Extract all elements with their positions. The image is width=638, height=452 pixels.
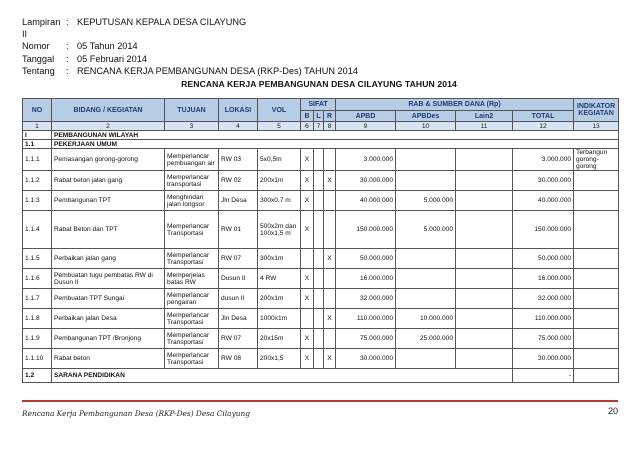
column-number: 6 xyxy=(301,122,314,131)
row-number: 1.1.8 xyxy=(23,309,52,329)
activity-cell: Perbaikan jalan Desa xyxy=(52,309,165,329)
sifat-l-cell xyxy=(314,211,324,249)
volume-cell: 300x1m xyxy=(258,249,301,269)
location-cell: RW 07 xyxy=(219,249,258,269)
apbd-cell: 50.000.000 xyxy=(336,249,396,269)
activity-cell: Rabat Beton dan TPT xyxy=(52,211,165,249)
total-cell: 110.000.000 xyxy=(513,309,574,329)
subsection-label: PEKERJAAN UMUM xyxy=(52,140,619,149)
sifat-r-cell xyxy=(324,149,336,171)
purpose-cell: Memperlancar pembuangan air xyxy=(165,149,219,171)
table-row xyxy=(23,191,619,211)
sifat-l-cell xyxy=(314,269,324,289)
row-number: 1.1.9 xyxy=(23,329,52,349)
subsection-label: SARANA PENDIDIKAN xyxy=(52,369,513,383)
apbd-cell: 110.000.000 xyxy=(336,309,396,329)
sifat-b-cell: X xyxy=(301,171,314,191)
subsection-total: - xyxy=(513,369,574,383)
volume-cell: 200x1m xyxy=(258,289,301,309)
purpose-cell: Memperlancar pengairan xyxy=(165,289,219,309)
location-cell: dusun II xyxy=(219,289,258,309)
volume-cell: 5x0,5m xyxy=(258,149,301,171)
table-row xyxy=(23,211,619,249)
activity-cell: Pemasangan gorong-gorong xyxy=(52,149,165,171)
sifat-b-cell: X xyxy=(301,349,314,369)
row-number: 1.1.6 xyxy=(23,269,52,289)
header-l: L xyxy=(314,111,324,122)
meta-colon: : xyxy=(66,17,69,27)
volume-cell: 4 RW xyxy=(258,269,301,289)
table-row xyxy=(23,249,619,269)
sifat-b-cell: X xyxy=(301,149,314,171)
sifat-r-cell: X xyxy=(324,171,336,191)
row-number: 1.1.1 xyxy=(23,149,52,171)
column-number: 10 xyxy=(396,122,456,131)
empty-cell xyxy=(574,369,619,383)
volume-cell: 300x0,7 m xyxy=(258,191,301,211)
apbdes-cell: 25.000.000 xyxy=(396,329,456,349)
location-cell: Dusun II xyxy=(219,269,258,289)
indicator-cell xyxy=(574,171,619,191)
row-number: 1.1.3 xyxy=(23,191,52,211)
purpose-cell: Menghindari jalan longsor xyxy=(165,191,219,211)
subsection-number: 1.1 xyxy=(23,140,52,149)
column-number: 13 xyxy=(574,122,619,131)
column-number: 8 xyxy=(324,122,336,131)
column-number: 7 xyxy=(314,122,324,131)
header-no: NO xyxy=(23,99,52,122)
apbdes-cell xyxy=(396,171,456,191)
total-cell: 150.000.000 xyxy=(513,211,574,249)
purpose-cell: Memperlancar Transportasi xyxy=(165,349,219,369)
location-cell: RW 07 xyxy=(219,329,258,349)
sifat-r-cell xyxy=(324,211,336,249)
lain2-cell xyxy=(456,211,513,249)
sifat-r-cell xyxy=(324,289,336,309)
meta-colon: : xyxy=(66,53,69,64)
section-number: I xyxy=(23,131,52,140)
location-cell: Jln Desa xyxy=(219,309,258,329)
page-number: 20 xyxy=(607,406,618,416)
sifat-l-cell xyxy=(314,329,324,349)
column-number: 5 xyxy=(258,122,301,131)
indicator-cell xyxy=(574,191,619,211)
lain2-cell xyxy=(456,289,513,309)
section-label: PEMBANGUNAN WILAYAH xyxy=(52,131,619,140)
meta-key: Lampiran II xyxy=(22,17,61,40)
indicator-cell xyxy=(574,309,619,329)
lain2-cell xyxy=(456,329,513,349)
indicator-cell xyxy=(574,269,619,289)
sifat-b-cell: X xyxy=(301,269,314,289)
total-cell: 3.000.000 xyxy=(513,149,574,171)
apbd-cell: 30.000.000 xyxy=(336,349,396,369)
table-row xyxy=(23,329,619,349)
table-row xyxy=(23,289,619,309)
meta-row-tanggal xyxy=(22,53,358,65)
table-row xyxy=(23,269,619,289)
column-number: 2 xyxy=(52,122,165,131)
sifat-r-cell xyxy=(324,269,336,289)
apbdes-cell xyxy=(396,149,456,171)
volume-cell: 1000x1m xyxy=(258,309,301,329)
meta-row-nomor xyxy=(22,40,358,52)
activity-cell: Rabat beton xyxy=(52,349,165,369)
column-number: 4 xyxy=(219,122,258,131)
meta-value: 05 Februari 2014 xyxy=(77,53,147,64)
header-apbdes: APBDes xyxy=(396,111,456,122)
purpose-cell: Memperlancar Transportasi xyxy=(165,309,219,329)
volume-cell: 20x15m xyxy=(258,329,301,349)
sifat-l-cell xyxy=(314,171,324,191)
location-cell: RW 08 xyxy=(219,349,258,369)
total-cell: 16.000.000 xyxy=(513,269,574,289)
header-tujuan: TUJUAN xyxy=(165,99,219,122)
volume-cell: 200x1,5 xyxy=(258,349,301,369)
sifat-r-cell: X xyxy=(324,249,336,269)
header-apbd: APBD xyxy=(336,111,396,122)
header-sifat: SIFAT xyxy=(301,99,336,111)
header-r: R xyxy=(324,111,336,122)
sifat-r-cell: X xyxy=(324,309,336,329)
apbd-cell: 30.000.000 xyxy=(336,171,396,191)
header-rab: RAB & SUMBER DANA (Rp) xyxy=(336,99,574,111)
sifat-b-cell: X xyxy=(301,329,314,349)
document-title: RENCANA KERJA PEMBANGUNAN DESA CILAYUNG TAHUN 2014 xyxy=(181,79,457,89)
apbd-cell: 75.000.000 xyxy=(336,329,396,349)
footer-caption: Rencana Kerja Pembangunan Desa (RKP-Des) Desa Cilayung xyxy=(22,409,250,418)
footer-divider xyxy=(22,400,618,402)
column-number: 12 xyxy=(513,122,574,131)
header-vol: VOL xyxy=(258,99,301,122)
row-number: 1.1.5 xyxy=(23,249,52,269)
header-indikator: INDIKATOR KEGIATAN xyxy=(574,99,619,122)
row-number: 1.1.10 xyxy=(23,349,52,369)
total-cell: 75.000.000 xyxy=(513,329,574,349)
subsection-number: 1.2 xyxy=(23,369,52,383)
lain2-cell xyxy=(456,269,513,289)
apbdes-cell: 10.000.000 xyxy=(396,309,456,329)
sifat-l-cell xyxy=(314,149,324,171)
sifat-l-cell xyxy=(314,249,324,269)
sifat-b-cell: X xyxy=(301,191,314,211)
section-row xyxy=(23,131,619,140)
indicator-cell xyxy=(574,249,619,269)
header-lokasi: LOKASI xyxy=(219,99,258,122)
row-number: 1.1.4 xyxy=(23,211,52,249)
volume-cell: 500x2m dan 100x1,5 m xyxy=(258,211,301,249)
meta-row-lampiran xyxy=(22,16,358,40)
apbd-cell: 40.000.000 xyxy=(336,191,396,211)
column-number: 3 xyxy=(165,122,219,131)
subsection-row xyxy=(23,140,619,149)
lain2-cell xyxy=(456,309,513,329)
purpose-cell: Memperlancar Transportasi xyxy=(165,249,219,269)
apbdes-cell xyxy=(396,269,456,289)
purpose-cell: Memperjelas batas RW xyxy=(165,269,219,289)
sifat-l-cell xyxy=(314,289,324,309)
apbdes-cell: 5.000.000 xyxy=(396,211,456,249)
indicator-cell xyxy=(574,289,619,309)
row-number: 1.1.2 xyxy=(23,171,52,191)
apbd-cell: 3.000.000 xyxy=(336,149,396,171)
subsection-row xyxy=(23,369,619,383)
lain2-cell xyxy=(456,149,513,171)
document-meta xyxy=(22,16,358,77)
sifat-r-cell xyxy=(324,329,336,349)
indicator-cell xyxy=(574,211,619,249)
row-number: 1.1.7 xyxy=(23,289,52,309)
meta-value: KEPUTUSAN KEPALA DESA CILAYUNG xyxy=(77,17,247,27)
indicator-cell xyxy=(574,329,619,349)
indicator-cell xyxy=(574,349,619,369)
lain2-cell xyxy=(456,191,513,211)
lain2-cell xyxy=(456,349,513,369)
header-b: B xyxy=(301,111,314,122)
activity-cell: Pembuatan tugu pembatas RW di Dusun II xyxy=(52,269,165,289)
indicator-cell: Terbangun gorong-gorong xyxy=(574,149,619,171)
table-row xyxy=(23,149,619,171)
rkp-table xyxy=(22,98,619,383)
column-number-row xyxy=(23,122,619,131)
volume-cell: 200x1m xyxy=(258,171,301,191)
sifat-b-cell xyxy=(301,249,314,269)
table-row xyxy=(23,171,619,191)
sifat-r-cell xyxy=(324,191,336,211)
lain2-cell xyxy=(456,171,513,191)
apbd-cell: 16.000.000 xyxy=(336,269,396,289)
total-cell: 50.000.000 xyxy=(513,249,574,269)
sifat-l-cell xyxy=(314,191,324,211)
sifat-l-cell xyxy=(314,349,324,369)
location-cell: RW 03 xyxy=(219,149,258,171)
sifat-r-cell: X xyxy=(324,349,336,369)
location-cell: RW 02 xyxy=(219,171,258,191)
purpose-cell: Memperlancar Transportasi xyxy=(165,211,219,249)
table-row xyxy=(23,309,619,329)
meta-colon: : xyxy=(66,65,69,76)
total-cell: 40.000.000 xyxy=(513,191,574,211)
activity-cell: Rabat beton jalan gang xyxy=(52,171,165,191)
sifat-l-cell xyxy=(314,309,324,329)
column-number: 9 xyxy=(336,122,396,131)
column-number: 11 xyxy=(456,122,513,131)
total-cell: 30.000.000 xyxy=(513,349,574,369)
meta-value: RENCANA KERJA PEMBANGUNAN DESA (RKP-Des) TAHUN 2014 xyxy=(77,65,358,76)
purpose-cell: Memperlancar Transportasi xyxy=(165,329,219,349)
sifat-b-cell xyxy=(301,309,314,329)
meta-row-tentang xyxy=(22,65,358,77)
apbd-cell: 32.000.000 xyxy=(336,289,396,309)
activity-cell: Perbaikan jalan gang xyxy=(52,249,165,269)
sifat-b-cell: X xyxy=(301,211,314,249)
apbdes-cell xyxy=(396,349,456,369)
header-total: TOTAL xyxy=(513,111,574,122)
total-cell: 30.000.000 xyxy=(513,171,574,191)
apbdes-cell xyxy=(396,249,456,269)
meta-key: Tentang xyxy=(22,65,55,76)
meta-key: Nomor xyxy=(22,41,50,52)
activity-cell: Pembangunan TPT /Bronjong xyxy=(52,329,165,349)
table-row xyxy=(23,349,619,369)
location-cell: RW 01 xyxy=(219,211,258,249)
sifat-b-cell: X xyxy=(301,289,314,309)
apbdes-cell: 5.000.000 xyxy=(396,191,456,211)
activity-cell: Pembuatan TPT Sungai xyxy=(52,289,165,309)
header-lain2: Lain2 xyxy=(456,111,513,122)
lain2-cell xyxy=(456,249,513,269)
column-number: 1 xyxy=(23,122,52,131)
meta-value: 05 Tahun 2014 xyxy=(77,41,138,52)
location-cell: Jln Desa xyxy=(219,191,258,211)
total-cell: 32.000.000 xyxy=(513,289,574,309)
purpose-cell: Memperlancar transportasi xyxy=(165,171,219,191)
header-row xyxy=(23,99,619,111)
activity-cell: Pembangunan TPT xyxy=(52,191,165,211)
apbd-cell: 150.000.000 xyxy=(336,211,396,249)
meta-key: Tanggal xyxy=(22,53,55,64)
apbdes-cell xyxy=(396,289,456,309)
header-bidang: BIDANG / KEGIATAN xyxy=(52,99,165,122)
meta-colon: : xyxy=(66,41,69,52)
